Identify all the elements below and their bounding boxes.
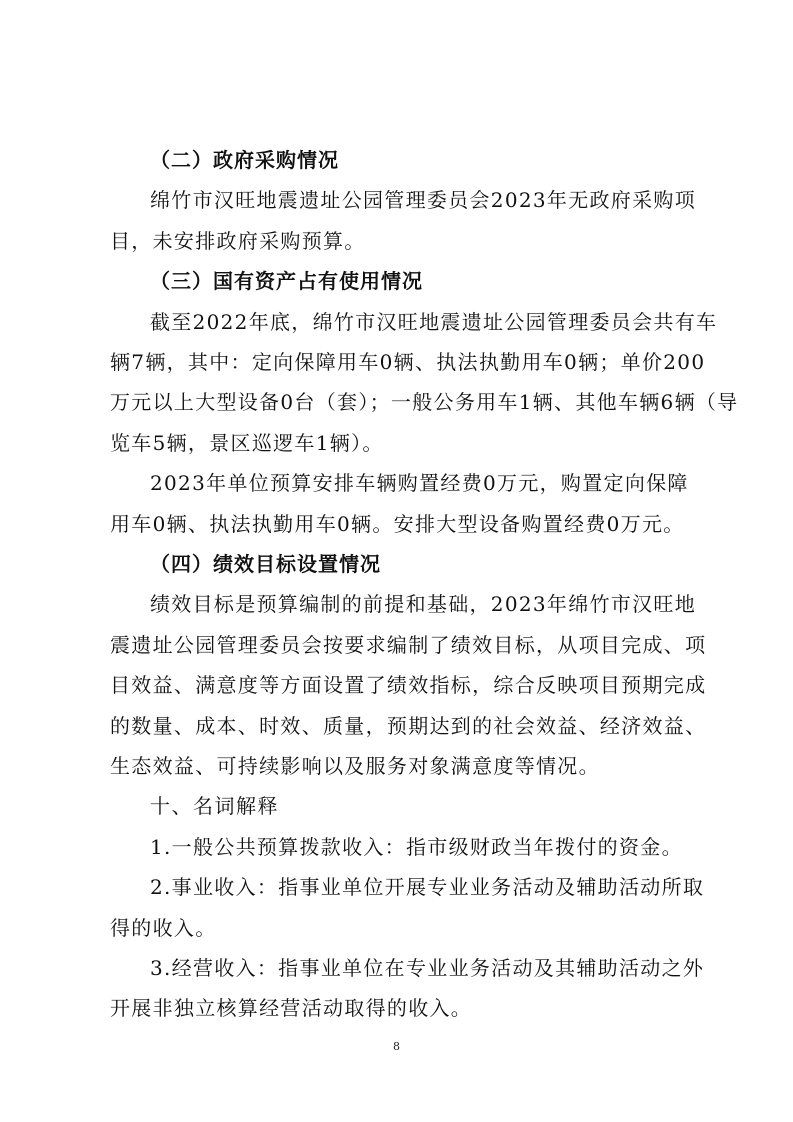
page-number: 8 [393, 1040, 400, 1053]
performance-para-2: 震遗址公园管理委员会按要求编制了绩效目标，从项目完成、项 [110, 632, 707, 657]
glossary-item-3a: 3.经营收入：指事业单位在专业业务活动及其辅助活动之外 [150, 956, 705, 980]
heading-gov-procurement: （二）政府采购情况 [150, 148, 339, 172]
glossary-item-2b: 得的收入。 [110, 915, 217, 940]
glossary-item-3b: 开展非独立核算经营活动取得的收入。 [110, 996, 473, 1021]
procurement-para-1: 绵竹市汉旺地震遗址公园管理委员会2023年无政府采购项 [150, 188, 696, 213]
assets-para-2: 辆7辆，其中：定向保障用车0辆、执法执勤用车0辆；单价200 [110, 350, 706, 374]
vehicle-para-2: 用车0辆、执法执勤用车0辆。安排大型设备购置经费0万元。 [110, 511, 685, 536]
performance-para-3: 目效益、满意度等方面设置了绩效指标，综合反映项目预期完成 [110, 673, 707, 698]
performance-para-5: 生态效益、可持续影响以及服务对象满意度等情况。 [110, 754, 600, 778]
performance-para-1: 绩效目标是预算编制的前提和基础，2023年绵竹市汉旺地 [150, 592, 696, 617]
heading-glossary: 十、名词解释 [150, 794, 279, 819]
assets-para-3: 万元以上大型设备0台（套）；一般公务用车1辆、其他车辆6辆（导 [110, 390, 739, 415]
glossary-item-2a: 2.事业收入：指事业单位开展专业业务活动及辅助活动所取 [150, 875, 705, 900]
vehicle-para-1: 2023年单位预算安排车辆购置经费0万元，购置定向保障 [150, 471, 689, 496]
heading-performance: （四）绩效目标设置情况 [150, 552, 381, 576]
assets-para-4: 览车5辆，景区巡逻车1辆）。 [110, 430, 384, 455]
procurement-para-2: 目，未安排政府采购预算。 [110, 228, 366, 253]
heading-state-assets: （三）国有资产占有使用情况 [150, 269, 423, 294]
assets-para-1: 截至2022年底，绵竹市汉旺地震遗址公园管理委员会共有车 [150, 309, 718, 334]
performance-para-4: 的数量、成本、时效、质量，预期达到的社会效益、经济效益、 [110, 713, 707, 738]
glossary-item-1: 1.一般公共预算拨款收入：指市级财政当年拨付的资金。 [150, 834, 683, 859]
